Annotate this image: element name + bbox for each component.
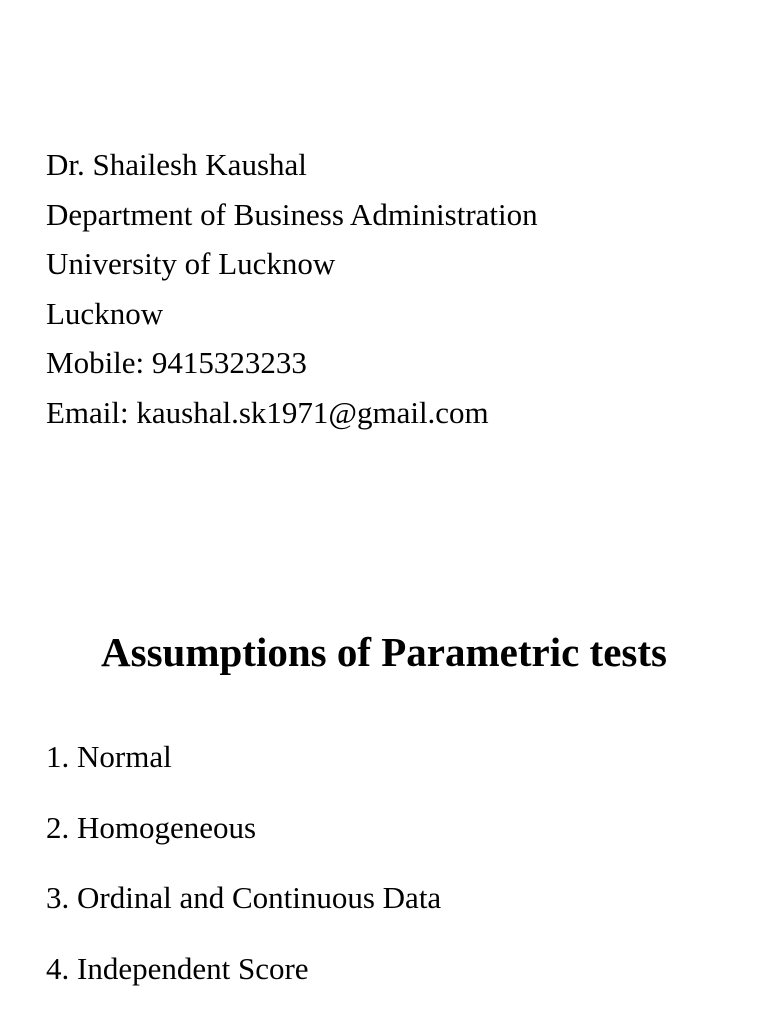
author-name: Dr. Shailesh Kaushal [46, 147, 307, 182]
email-address: Email: kaushal.sk1971@gmail.com [46, 394, 489, 430]
assumptions-list [46, 735, 441, 1017]
list-item: 1. Normal [46, 739, 172, 774]
page-title: Assumptions of Parametric tests [101, 629, 667, 675]
list-item: 4. Independent Score [46, 950, 309, 986]
list-item: 3. Ordinal and Continuous Data [46, 880, 442, 915]
contact-block [46, 140, 538, 437]
university: University of Lucknow [46, 246, 336, 281]
department: Department of Business Administration [46, 196, 538, 232]
list-item: 2. Homogeneous [46, 809, 257, 845]
city: Lucknow [46, 295, 164, 331]
mobile-number: Mobile: 9415323233 [46, 345, 307, 380]
